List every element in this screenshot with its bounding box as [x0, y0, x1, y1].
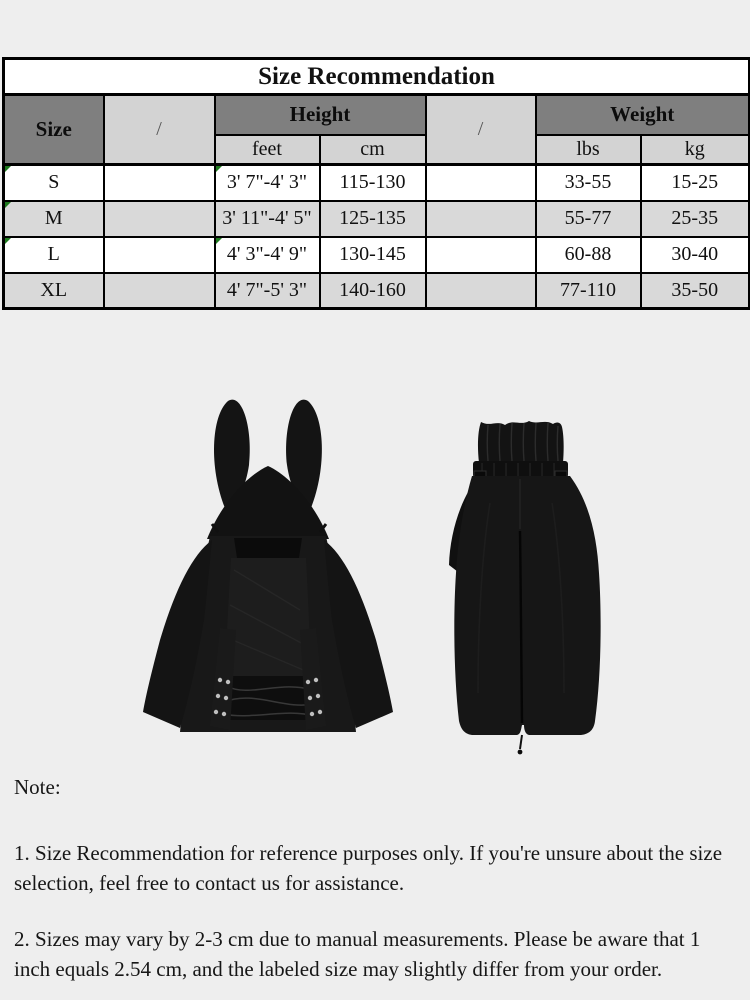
cell-blank	[426, 273, 536, 309]
table-title: Size Recommendation	[4, 59, 750, 95]
size-table	[2, 57, 750, 310]
header-slash-2: /	[426, 95, 536, 165]
note-item-1: 1. Size Recommendation for reference purposes only. If you're unsure about the size selection, feel free to contact us for assistance.	[14, 841, 723, 895]
collar-opening	[234, 538, 302, 558]
header-feet: feet	[215, 135, 320, 165]
cell-size-l: L	[4, 237, 104, 273]
cell-cm-xl: 140-160	[320, 273, 426, 309]
inner-quilt-panel	[225, 558, 311, 676]
cell-flag-icon	[5, 238, 11, 244]
cell-feet-m: 3' 11"-4' 5"	[215, 201, 320, 237]
cell-blank	[426, 237, 536, 273]
note-heading: Note:	[14, 775, 61, 799]
cell-feet-s: 3' 7"-4' 3"	[215, 165, 320, 201]
cell-size-xl: XL	[4, 273, 104, 309]
cell-flag-icon	[5, 166, 11, 172]
note-item-2: 2. Sizes may vary by 2-3 cm due to manual measurements. Please be aware that 1 inch equals 2.54 cm, and the labeled size may slightly differ from your order.	[14, 927, 701, 981]
jacket-image	[130, 380, 410, 760]
cell-cm-l: 130-145	[320, 237, 426, 273]
header-kg: kg	[641, 135, 750, 165]
pants-image	[420, 383, 650, 760]
cell-flag-icon	[216, 238, 222, 244]
cell-feet-l: 4' 3"-4' 9"	[215, 237, 320, 273]
cell-kg-m: 25-35	[641, 201, 750, 237]
cell-flag-icon	[5, 202, 11, 208]
cell-flag-icon	[216, 166, 222, 172]
header-height: Height	[215, 95, 426, 135]
cell-blank	[104, 201, 215, 237]
header-lbs: lbs	[536, 135, 641, 165]
cell-lbs-l: 60-88	[536, 237, 641, 273]
cell-lbs-m: 55-77	[536, 201, 641, 237]
cell-kg-xl: 35-50	[641, 273, 750, 309]
cell-lbs-s: 33-55	[536, 165, 641, 201]
header-weight: Weight	[536, 95, 750, 135]
header-cm: cm	[320, 135, 426, 165]
cell-feet-xl: 4' 7"-5' 3"	[215, 273, 320, 309]
pants-legs	[454, 476, 600, 735]
cell-blank	[104, 273, 215, 309]
hem-drawcord	[520, 735, 522, 749]
cell-size-s: S	[4, 165, 104, 201]
cell-cm-m: 125-135	[320, 201, 426, 237]
cell-blank	[104, 237, 215, 273]
cell-size-m: M	[4, 201, 104, 237]
cell-cm-s: 115-130	[320, 165, 426, 201]
header-size: Size	[4, 95, 104, 165]
cell-blank	[104, 165, 215, 201]
cell-blank	[426, 165, 536, 201]
cell-kg-s: 15-25	[641, 165, 750, 201]
cell-blank	[426, 201, 536, 237]
gathered-waist	[478, 421, 564, 463]
cell-kg-l: 30-40	[641, 237, 750, 273]
header-slash-1: /	[104, 95, 215, 165]
cell-lbs-xl: 77-110	[536, 273, 641, 309]
